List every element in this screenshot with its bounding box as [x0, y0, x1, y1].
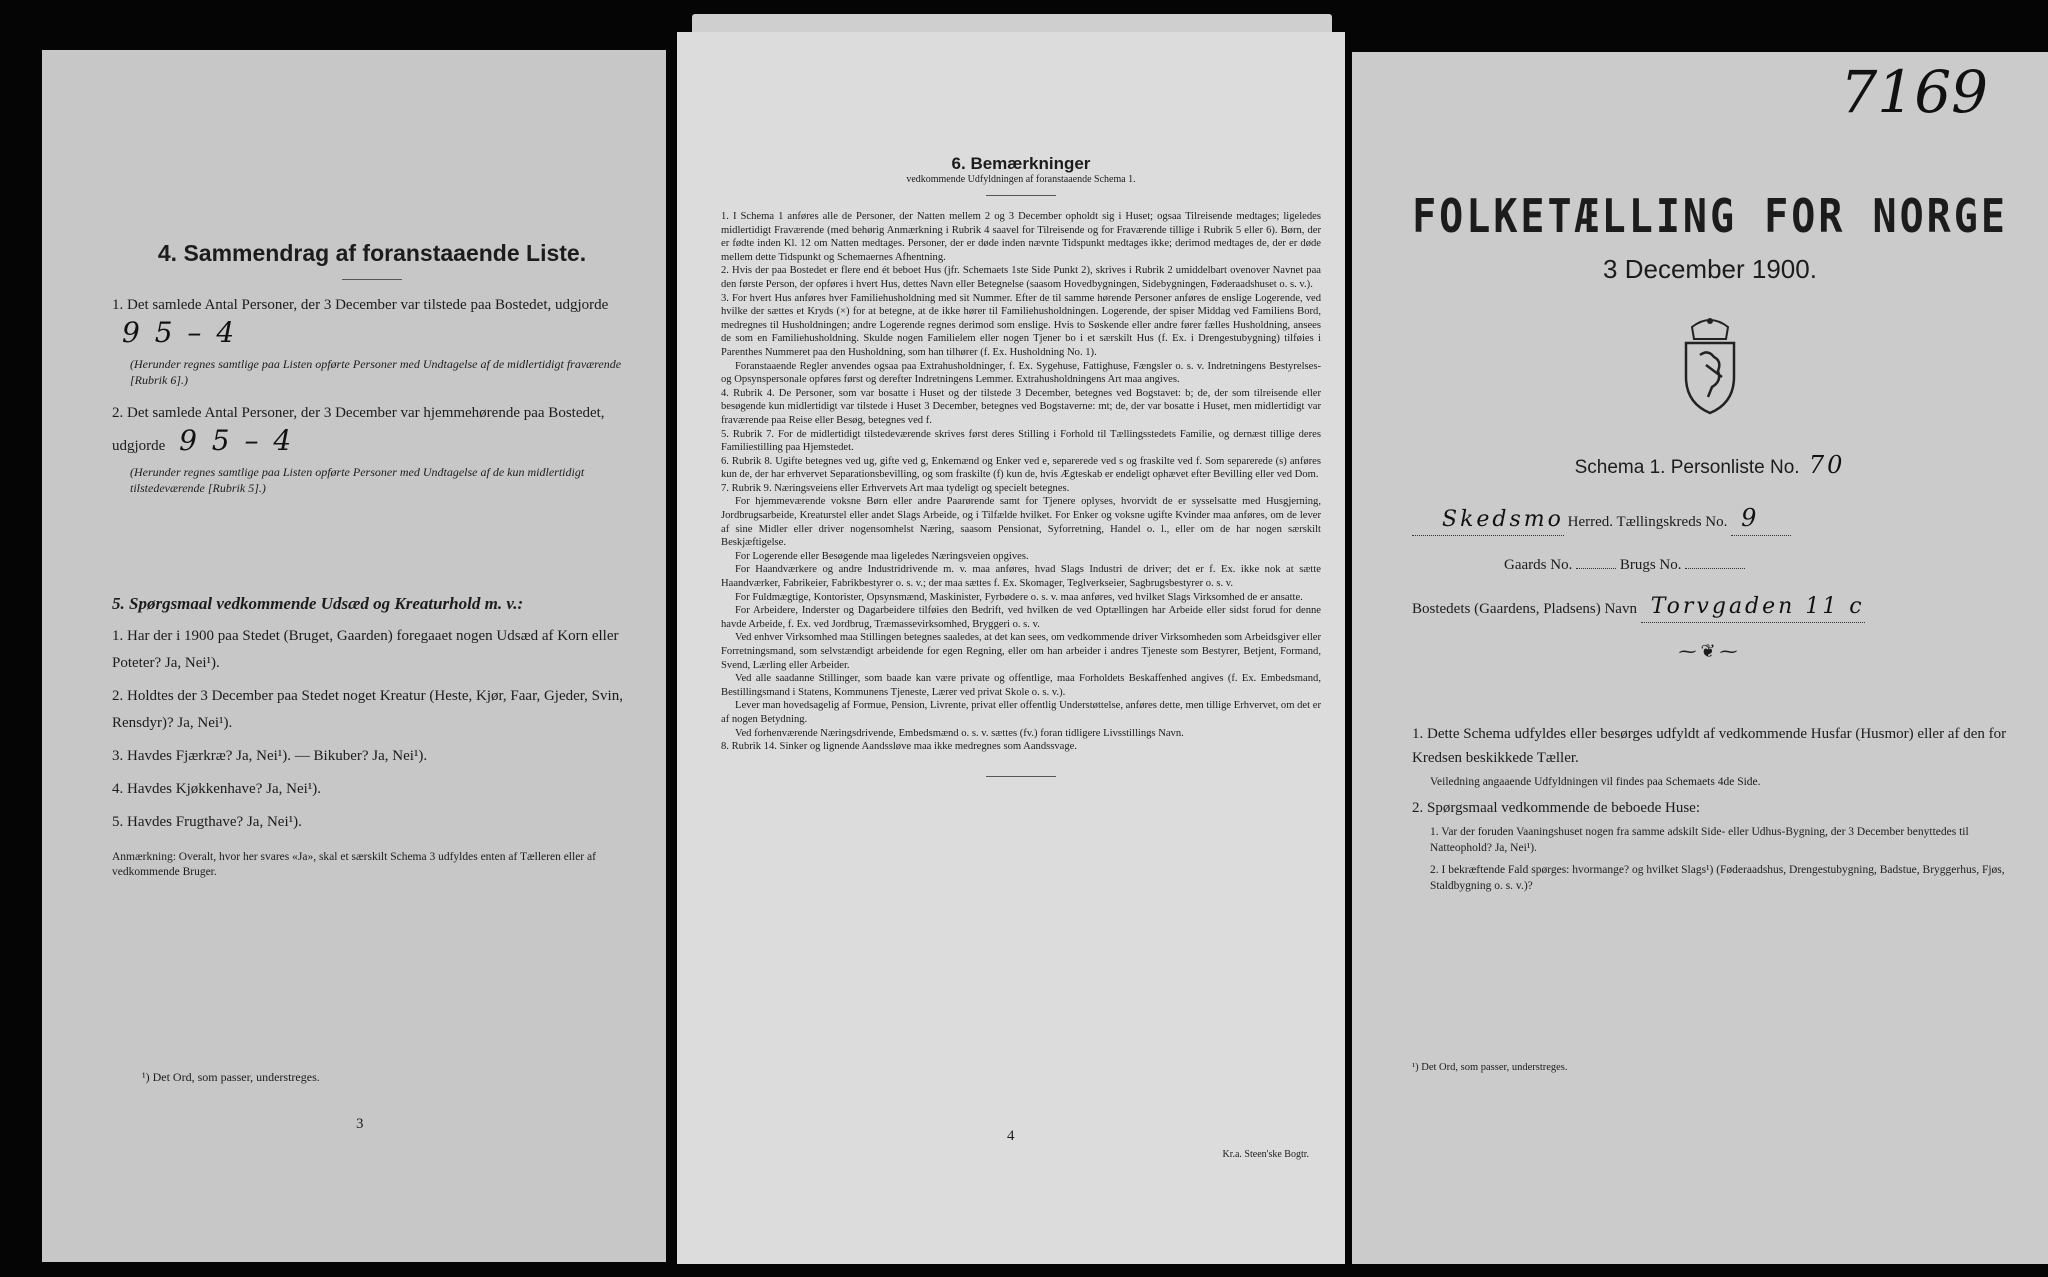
footnote: ¹) Det Ord, som passer, understreges.	[142, 1070, 320, 1084]
present-count-note: (Herunder regnes samtlige paa Listen opførte Personer med Undtagelse af de midlertidigt fraværende [Rubrik 6].)	[130, 357, 622, 387]
bosted-line: Bostedets (Gaardens, Pladsens) Navn Torvgaden 11 c	[1412, 594, 2008, 623]
annotation-note: Anmærkning: Overalt, hvor her svares «Ja», skal et særskilt Schema 3 udfyldes enten af Tælleren eller af vedkommende Bruger.	[112, 851, 596, 878]
census-title: FOLKETÆLLING FOR NORGE	[1412, 190, 2008, 244]
left-page	[42, 50, 666, 1262]
divider	[986, 776, 1056, 777]
instruction-1-sub: Veiledning angaaende Udfyldningen vil findes paa Schemaets 4de Side.	[1430, 776, 1761, 788]
remark-item: 2. Hvis der paa Bostedet er flere end ét beboet Hus (jfr. Schemaets 1ste Side Punkt 2), skrives i Rubrik 2 umiddelbart ovenover Navnet paa den første Person, der opføres i hvert Hus, dettes Navn eller Betegnelse (saasom Hovedbygningen, Sidebygningen, Føderaadshuset o. s. v.).	[721, 265, 1321, 290]
page-number: 4	[1007, 1128, 1015, 1144]
coat-of-arms-icon	[1678, 315, 1742, 415]
present-count-value: 9 5 – 4	[122, 316, 238, 349]
remark-item: 5. Rubrik 7. For de midlertidigt tilstedeværende skrives først deres Stilling i Forhold til Tællingsstedets Familie, og dernæst tillige deres Familiestilling paa Hjemstedet.	[721, 428, 1321, 454]
remark-item: Foranstaaende Regler anvendes ogsaa paa Extrahusholdninger, f. Ex. Sygehuse, Fattighuse, Fængsler o. s. v. Indretningens Bestyrelses- og Opsynspersonale opføres først og derefter Indretningens Lemmer. Extrahusholdningens Art maa angives.	[721, 360, 1321, 386]
instruction-1: 1. Dette Schema udfyldes eller besørges udfyldt af vedkommende Husfar (Husmor) eller af den for Kredsen beskikkede Tæller.	[1412, 726, 2007, 766]
section5-title: 5. Spørgsmaal vedkommende Udsæd og Kreaturhold m. v.:	[112, 594, 524, 613]
herred-value: Skedsmo	[1442, 507, 1564, 532]
remark-item: For Fuldmægtige, Kontorister, Opsynsmænd, Maskinister, Fyrbødere o. s. v. maa anføres, ved hvilket Slags Virksomhed de er ansatte.	[735, 591, 1303, 603]
bosted-value: Torvgaden 11 c	[1650, 594, 1865, 619]
remarks-subtitle: vedkommende Udfyldningen af foranstaaende Schema 1.	[906, 174, 1136, 185]
ornament-icon: ⁓❦⁓	[1678, 641, 1742, 661]
remark-item: 1. I Schema 1 anføres alle de Personer, der Natten mellem 2 og 3 December opholdt sig i Huset; ogsaa Tilreisende medtages; ligeledes midlertidigt Fraværende (med behørig Anmærkning i Rubrik 4 saavel for Tilreisende og for Fraværende tillige i Rubrik 5 eller 6). Børn, der er fødte inden Kl. 12 om Natten medtages. Personer, der er døde inden nævnte Tidspunkt medtages ikke; derimod medtages de, der er døde mellem dette Tidspunkt og Schemaernes Afhentning.	[721, 211, 1321, 263]
remark-item: 7. Rubrik 9. Næringsveiens eller Erhvervets Art maa tydeligt og specielt betegnes.	[721, 482, 1070, 494]
printer-mark: Kr.a. Steen'ske Bogtr.	[1222, 1149, 1309, 1160]
remarks-title: 6. Bemærkninger	[951, 154, 1091, 173]
divider	[986, 195, 1056, 196]
remark-item: For Logerende eller Besøgende maa ligeledes Næringsveien opgives.	[735, 550, 1029, 562]
resident-count-note: (Herunder regnes samtlige paa Listen opførte Personer med Undtagelse af de kun midlertidigt tilstedeværende [Rubrik 5].)	[130, 465, 585, 495]
question-kitchen-garden: 4. Havdes Kjøkkenhave? Ja, Nei¹).	[112, 781, 322, 797]
schema-line: Schema 1. Personliste No. 70	[1574, 451, 1846, 479]
summary-title: 4. Sammendrag af foranstaaende Liste.	[157, 240, 587, 266]
remarks-list	[721, 210, 1321, 754]
instruction-2: 2. Spørgsmaal vedkommende de beboede Huse:	[1412, 800, 1700, 816]
question-poultry: 3. Havdes Fjærkræ? Ja, Nei¹). — Bikuber? Ja, Nei¹).	[112, 748, 428, 764]
remark-item: For Arbeidere, Inderster og Dagarbeidere tilføies den Bedrift, ved hvilken de ved Optællingen har Arbeide eller sidst forud for denne havde Arbeide, f. Ex. ved Jordbrug, Træmassevirksomhed, Bryggeri o. s. v.	[721, 605, 1321, 630]
instruction-2a: 1. Var der foruden Vaaningshuset nogen fra samme adskilt Side- eller Udhus-Bygning, der 3 December benyttedes til Natteophold? Ja, Nei¹).	[1430, 826, 1969, 854]
question-orchard: 5. Havdes Frugthave? Ja, Nei¹).	[112, 814, 302, 830]
person-list-number: 70	[1808, 451, 1846, 479]
resident-count-question: 2. Det samlede Antal Personer, der 3 December var hjemmehørende paa Bostedet, udgjorde 9 5 – 4	[112, 405, 605, 457]
question-seed: 1. Har der i 1900 paa Stedet (Bruget, Gaarden) foregaaet nogen Udsæd af Korn eller Poteter? Ja, Nei¹).	[112, 628, 619, 671]
remark-item: 4. Rubrik 4. De Personer, som var bosatte i Huset og der tilstede 3 December, betegnes ved Bogstavet: b; de, der som tilreisende eller besøgende kun midlertidigt var tilstede i Huset 3 December, betegnes ved Bogstaverne: mt; de, der var bosatte i Huset, men midlertidigt var fraværende paa Reise eller Besøg, betegnes ved f.	[721, 387, 1321, 426]
remark-item: 6. Rubrik 8. Ugifte betegnes ved ug, gifte ved g, Enkemænd og Enker ved e, separerede ved s og fraskilte ved f. Som separerede (s) anføres kun de, der har erhvervet Separationsbevilling, og som fraskilte (f) kun de, hvis Ægteskab er endeligt ophævet efter Bevilling eller ved Dom.	[721, 455, 1321, 481]
remark-item: Ved forhenværende Næringsdrivende, Embedsmænd o. s. v. sættes (fv.) foran tidligere Livsstillings Navn.	[735, 727, 1184, 739]
remark-item: Ved enhver Virksomhed maa Stillingen betegnes saaledes, at det kan sees, om vedkommende driver Virksomheden som Arbeidsgiver eller Forretningsmand, som selvstændigt arbeidende for egen Regning, eller om han arbeider i andres Tjeneste som Bestyrer, Betjent, Formand, Svend, Lærling eller Arbeider.	[721, 632, 1321, 671]
remark-item: For Haandværkere og andre Industridrivende m. v. maa anføres, hvad Slags Industri de driver; det er f. Ex. ikke nok at sætte Haandværker, Fabrikeier, Fabrikbestyrer o. s. v.; der maa sættes f. Ex. Skomager, Teglverkseier, Sagbrugsbestyrer o. s. v.	[721, 564, 1321, 590]
resident-count-value: 9 5 – 4	[179, 424, 295, 457]
remark-item: Ved alle saadanne Stillinger, som baade kan være private og offentlige, maa Forholdets Beskaffenhed angives (f. Ex. Embedsmand, Bestillingsmand i Statens, Kommunens Tjeneste, Lærer ved privat Skole o. s. v.).	[721, 673, 1321, 698]
remark-item: Lever man hovedsagelig af Formue, Pension, Livrente, privat eller offentlig Understøttelse, anføres dette, men tillige Erhvervet, om det er af nogen Betydning.	[721, 700, 1321, 725]
page-number: 3	[356, 1116, 364, 1132]
remark-item: 8. Rubrik 14. Sinker og lignende Aandssløve maa ikke medregnes som Aandssvage.	[721, 741, 1078, 753]
instruction-2b: 2. I bekræftende Fald spørges: hvormange? og hvilket Slags¹) (Føderaadshus, Drengestubygning, Badstue, Bryggerhus, Fjøs, Staldbygning o. s. v.)?	[1430, 864, 2005, 892]
middle-page	[677, 32, 1345, 1264]
divider	[342, 279, 402, 280]
present-count-question: 1. Det samlede Antal Personer, der 3 December var tilstede paa Bostedet, udgjorde 9 5 – 4	[112, 297, 609, 349]
gaards-line: Gaards No. Brugs No.	[1412, 552, 2008, 578]
census-date: 3 December 1900.	[1603, 254, 1817, 284]
remark-item: 3. For hvert Hus anføres hver Familiehusholdning med sit Nummer. Efter de til samme hørende Personer anføres de enslige Logerende, ved hvilke der sættes et Kryds (×) for at betegne, at de ikke hører til Familiehusholdningen. Logerende, der spiser Middag ved Familiens Bord, medregnes til Husholdningen; andre Logerende regnes derimod som enslige. Hvis to Søskende eller andre fører fælles Husholdning, ansees de som en Familiehusholdning. Skulde nogen Familielem eller nogen Tjener bo i et særskilt Hus (f. Ex. i Drengestubygning) tilføies i Parenthes Nummeret paa den Husholdning, som han tilhører (f. Ex. Husholdning No. 1).	[721, 292, 1321, 358]
footnote: ¹) Det Ord, som passer, understreges.	[1412, 1062, 1568, 1073]
right-page	[1352, 52, 2048, 1264]
archive-number: 7169	[1840, 58, 1988, 126]
kreds-value: 9	[1741, 504, 1760, 532]
question-livestock: 2. Holdtes der 3 December paa Stedet noget Kreatur (Heste, Kjør, Faar, Gjeder, Svin, Rensdyr)? Ja, Nei¹).	[112, 688, 623, 731]
herred-line: Skedsmo Herred. Tællingskreds No. 9	[1412, 505, 2008, 536]
remark-item: For hjemmeværende voksne Børn eller andre Paarørende samt for Tjenere oplyses, hvorvidt de er sysselsatte med Husgjerning, Jordbrugsarbeide, Kreaturstel eller andet Slags Arbeide, og i Tilfælde hvilket. For Enker og voksne ugifte Kvinder maa anføres, om de lever af sine Midler eller driver nogensomhelst Næring, saasom Pensionat, Syforretning, Handel o. l., eller om de har nogen særskilt Beskjæftigelse.	[721, 496, 1321, 549]
